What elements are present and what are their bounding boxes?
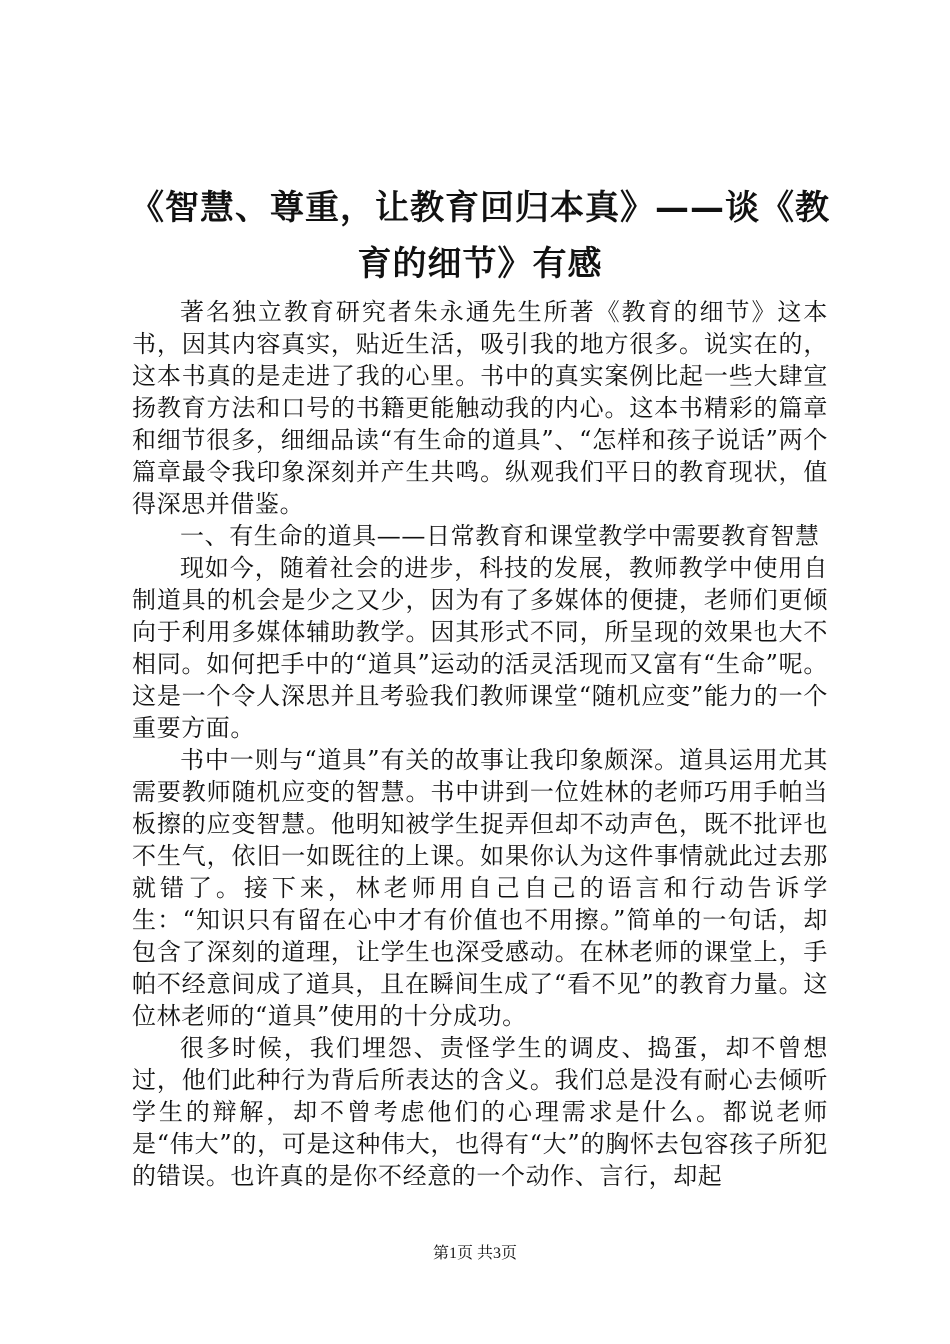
document-body bbox=[132, 296, 828, 1192]
paragraph-props: 现如今，随着社会的进步，科技的发展，教师教学中使用自制道具的机会是少之又少，因为有了多媒体的便捷，老师们更倾向于利用多媒体辅助教学。因其形式不同，所呈现的效果也大不相同。如何把手中的“道具”运动的活灵活现而又富有“生命”呢。这是一个令人深思并且考验我们教师课堂“随机应变”能力的一个重要方面。 bbox=[132, 554, 828, 742]
section-heading-1: 一、有生命的道具——日常教育和课堂教学中需要教育智慧 bbox=[180, 522, 820, 550]
paragraph-story: 书中一则与“道具”有关的故事让我印象颇深。道具运用尤其需要教师随机应变的智慧。书中讲到一位姓林的老师巧用手帕当板擦的应变智慧。他明知被学生捉弄但却不动声色，既不批评也不生气，依旧一如既往的上课。如果你认为这件事情就此过去那就错了。接下来，林老师用自己自己的语言和行动告诉学生：“知识只有留在心中才有价值也不用擦。”简单的一句话，却包含了深刻的道理，让学生也深受感动。在林老师的课堂上，手帕不经意间成了道具，且在瞬间生成了“看不见”的教育力量。这位林老师的“道具”使用的十分成功。 bbox=[132, 746, 828, 1030]
page-number-footer: 第1页 共3页 bbox=[432, 1245, 517, 1262]
paragraph-intro: 著名独立教育研究者朱永通先生所著《教育的细节》这本书，因其内容真实，贴近生活，吸引我的地方很多。说实在的，这本书真的是走进了我的心里。书中的真实案例比起一些大肆宣扬教育方法和口号的书籍更能触动我的内心。这本书精彩的篇章和细节很多，细细品读“有生命的道具”、“怎样和孩子说话”两个篇章最令我印象深刻并产生共鸣。纵观我们平日的教育现状，值得深思并借鉴。 bbox=[132, 298, 828, 518]
paragraph-reflection: 很多时候，我们埋怨、责怪学生的调皮、捣蛋，却不曾想过，他们此种行为背后所表达的含义。我们总是没有耐心去倾听学生的辩解，却不曾考虑他们的心理需求是什么。都说老师是“伟大”的，可是这种伟大，也得有“大”的胸怀去包容孩子所犯的错误。也许真的是你不经意的一个动作、言行，却起 bbox=[132, 1034, 828, 1190]
document-title: 《智慧、尊重，让教育回归本真》——谈《教育的细节》有感 bbox=[130, 188, 830, 284]
